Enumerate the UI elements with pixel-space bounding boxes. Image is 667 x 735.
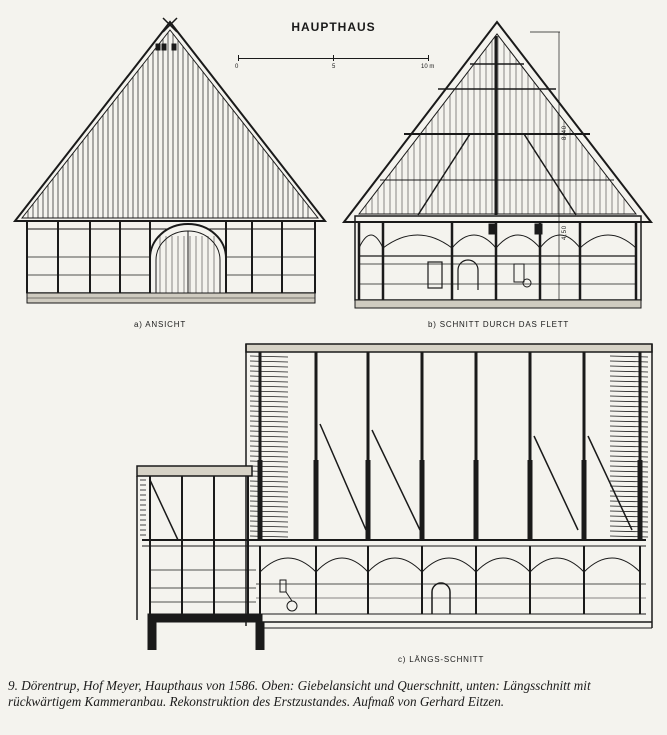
wall-hatch: [250, 456, 288, 457]
head-brace-arch: [383, 235, 452, 248]
wall-hatch: [250, 416, 288, 417]
wall-hatch: [250, 436, 288, 437]
head-brace-arch: [359, 235, 383, 248]
scale-bar-tick: [333, 55, 334, 61]
wall-hatch: [250, 511, 288, 512]
label-schnitt: b) SCHNITT DURCH DAS FLETT: [428, 320, 570, 329]
wall-hatch: [250, 441, 288, 442]
wall-hatch: [610, 371, 648, 372]
wall-hatch: [250, 391, 288, 392]
wall-hatch: [610, 451, 648, 452]
head-brace-arch: [422, 558, 476, 572]
wall-hatch: [610, 386, 648, 387]
figure-caption: 9. Dörentrup, Hof Meyer, Haupthaus von 1586. Oben: Giebelansicht und Querschnitt, unten: Längsschnitt mit rückwärtigem Kammeranbau. Rekonstruktion des Erstzustandes. Aufmaß von Gerhard Eitzen.: [8, 678, 591, 709]
scale-tick-10: 10 m: [421, 64, 435, 70]
wall-hatch: [250, 376, 288, 377]
wall-hatch: [250, 466, 288, 467]
wall-hatch: [610, 366, 648, 367]
head-brace-arch: [452, 235, 496, 248]
wall-hatch: [250, 536, 288, 537]
wall-hatch: [610, 356, 648, 357]
wall-hatch: [250, 531, 288, 532]
wall-hatch: [250, 476, 288, 477]
wall-hatch: [250, 471, 288, 472]
wall-hatch: [250, 411, 288, 412]
wall-hatch: [250, 481, 288, 482]
label-ansicht: a) ANSICHT: [134, 320, 187, 329]
wall-hatch: [250, 526, 288, 527]
head-brace-arch: [316, 558, 368, 572]
diagonal-brace: [320, 424, 366, 530]
scale-bar-tick: [238, 55, 239, 61]
wall-hatch: [610, 391, 648, 392]
wall-hatch: [610, 401, 648, 402]
head-brace-arch: [540, 235, 580, 248]
wall-hatch: [250, 491, 288, 492]
wall-hatch: [250, 356, 288, 357]
wall-hatch: [250, 496, 288, 497]
head-brace-arch: [476, 558, 530, 572]
head-brace-arch: [530, 558, 584, 572]
wall-hatch: [610, 376, 648, 377]
wall-hatch: [250, 371, 288, 372]
wall-hatch: [250, 486, 288, 487]
wall-hatch: [250, 461, 288, 462]
wall-hatch: [610, 396, 648, 397]
wall-hatch: [250, 446, 288, 447]
diagonal-brace: [588, 436, 632, 530]
head-brace-arch: [580, 235, 636, 248]
drawing-title: HAUPTHAUS: [291, 20, 376, 34]
wall-hatch: [610, 441, 648, 442]
head-brace-arch: [584, 558, 640, 572]
scale-tick-5: 5: [332, 64, 336, 70]
wall-hatch: [250, 521, 288, 522]
wall-hatch: [250, 406, 288, 407]
dimension-lower: 4,50: [562, 225, 568, 240]
wall-hatch: [250, 506, 288, 507]
wall-hatch: [250, 361, 288, 362]
wall-hatch: [250, 421, 288, 422]
diagonal-brace: [372, 430, 420, 530]
head-brace-arch: [368, 558, 422, 572]
wall-hatch: [250, 381, 288, 382]
wall-hatch: [250, 401, 288, 402]
wall-hatch: [250, 501, 288, 502]
wall-hatch: [610, 416, 648, 417]
wall-hatch: [610, 361, 648, 362]
wall-hatch: [610, 421, 648, 422]
wall-hatch: [250, 366, 288, 367]
wall-hatch: [610, 406, 648, 407]
wall-hatch: [610, 431, 648, 432]
wall-hatch: [250, 386, 288, 387]
wall-hatch: [250, 396, 288, 397]
wall-hatch: [610, 381, 648, 382]
wall-hatch: [610, 456, 648, 457]
gable-elevation-drawing: [15, 18, 325, 303]
wall-hatch: [250, 451, 288, 452]
head-brace-arch: [260, 558, 316, 572]
wall-hatch: [250, 431, 288, 432]
wall-hatch: [610, 436, 648, 437]
label-laengs-schnitt: c) LÄNGS-SCHNITT: [398, 655, 485, 664]
diagonal-brace: [534, 436, 578, 530]
cross-section-drawing: [344, 22, 651, 308]
head-brace-arch: [496, 235, 540, 248]
wall-hatch: [250, 426, 288, 427]
scale-tick-0: 0: [235, 64, 239, 70]
wall-hatch: [610, 411, 648, 412]
dimension-upper: 8,40: [562, 125, 568, 140]
wall-hatch: [610, 446, 648, 447]
scale-bar-tick: [428, 55, 429, 61]
wall-hatch: [250, 516, 288, 517]
wall-hatch: [610, 426, 648, 427]
longitudinal-section-drawing: [137, 344, 652, 650]
